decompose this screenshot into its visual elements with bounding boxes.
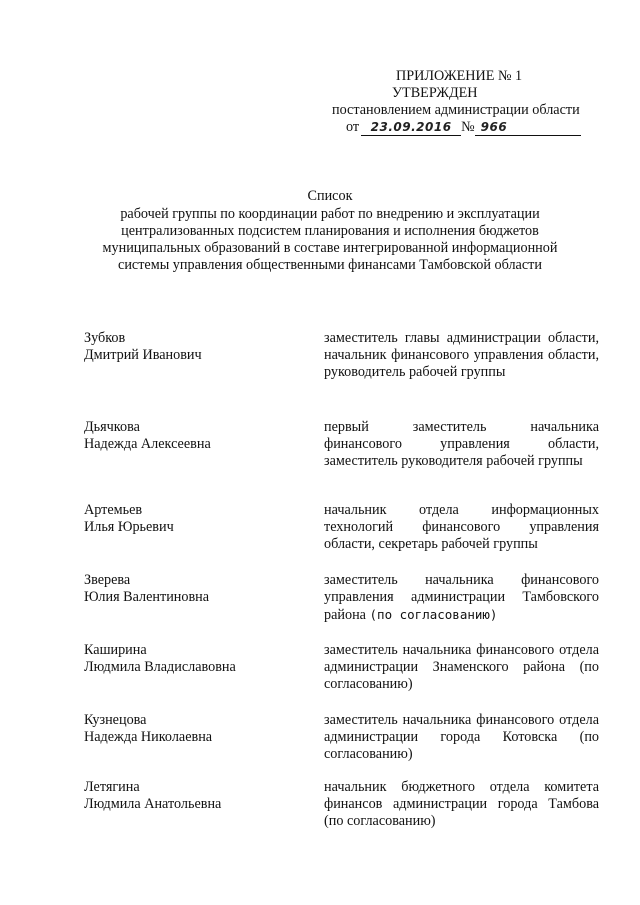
member-surname: Дьячкова: [84, 419, 140, 435]
member-name: [84, 779, 304, 813]
member-given-names: Надежда Николаевна: [84, 729, 213, 745]
decree-date-handwritten: 23.09.2016: [370, 120, 452, 134]
decree-reference: постановлением администрации области: [332, 102, 580, 118]
member-given-names: Илья Юрьевич: [84, 519, 174, 535]
number-label: №: [461, 119, 475, 135]
member-surname: Каширина: [84, 642, 147, 658]
decree-number-handwritten: 966: [480, 120, 508, 134]
appendix-title: ПРИЛОЖЕНИЕ № 1: [396, 68, 523, 84]
member-given-names: Людмила Владиславовна: [84, 659, 236, 675]
decree-date-field: [361, 119, 461, 136]
member-role: первый заместитель начальника финансового управления области, заместитель руководителя рабочей группы: [324, 419, 599, 469]
title-line: муниципальных образований в составе интегрированной информационной: [102, 240, 558, 256]
member-surname: Летягина: [84, 779, 140, 795]
member-surname: Зубков: [84, 330, 126, 346]
member-given-names: Юлия Валентиновна: [84, 589, 210, 605]
member-surname: Кузнецова: [84, 712, 147, 728]
member-role: заместитель начальника финансового отдела администрации Знаменского района (по согласованию): [324, 642, 599, 692]
member-name: [84, 330, 304, 364]
title-line: централизованных подсистем планирования и исполнения бюджетов: [121, 223, 539, 239]
member-surname: Зверева: [84, 572, 131, 588]
member-given-names: Дмитрий Иванович: [84, 347, 202, 363]
member-name: [84, 712, 304, 746]
member-role: начальник отдела информационных технологий финансового управления области, секретарь рабочей группы: [324, 502, 599, 552]
member-surname: Артемьев: [84, 502, 143, 518]
member-name: [84, 502, 304, 536]
approved-label: УТВЕРЖДЕН: [392, 85, 478, 101]
member-role-text: заместитель начальника финансового управления администрации Тамбовского района: [324, 572, 599, 623]
member-name: [84, 572, 304, 606]
member-role: заместитель начальника финансового отдела администрации города Котовска (по согласованию): [324, 712, 599, 762]
title-line: системы управления общественными финансами Тамбовской области: [118, 257, 542, 273]
member-given-names: Людмила Анатольевна: [84, 796, 222, 812]
member-role: начальник бюджетного отдела комитета финансов администрации города Тамбова (по согласованию): [324, 779, 599, 829]
member-given-names: Надежда Алексеевна: [84, 436, 211, 452]
from-label: от: [346, 119, 360, 135]
document-title: [70, 188, 590, 274]
decree-number-field: [475, 119, 581, 136]
appendix-stamp: [330, 68, 610, 136]
member-role-suffix: (по согласованию): [369, 607, 498, 622]
title-heading: Список: [307, 188, 353, 204]
decree-date-line: [330, 119, 610, 136]
member-role: заместитель главы администрации области, начальник финансового управления области, руководитель рабочей группы: [324, 330, 599, 380]
member-name: [84, 419, 304, 453]
member-role: [324, 572, 599, 624]
member-name: [84, 642, 304, 676]
title-line: рабочей группы по координации работ по внедрению и эксплуатации: [120, 206, 540, 222]
